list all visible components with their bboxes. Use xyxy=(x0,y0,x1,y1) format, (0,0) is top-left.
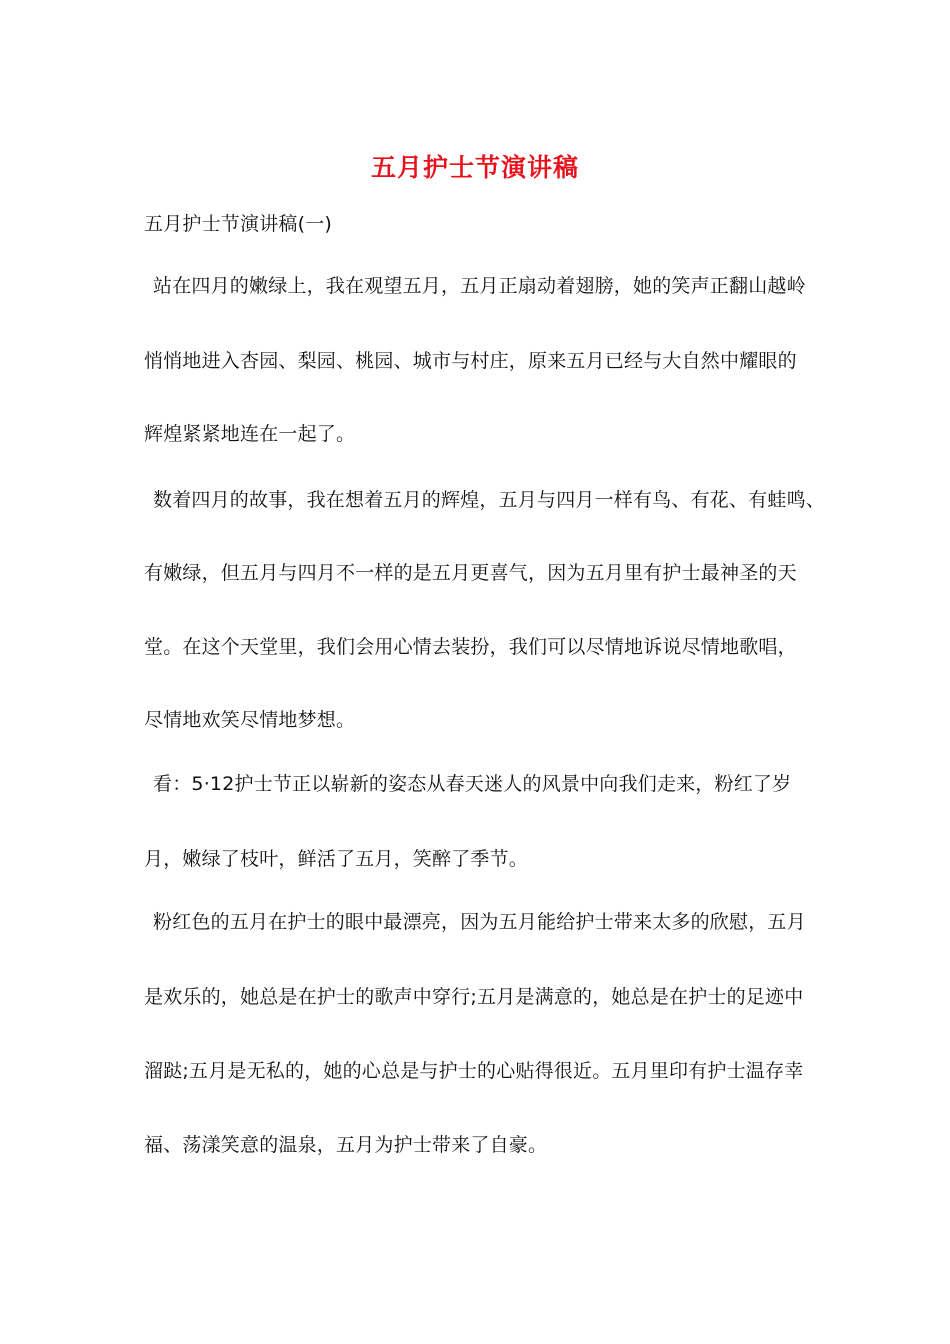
document-title: 五月护士节演讲稿 xyxy=(370,153,579,182)
paragraph-4-line-2: 是欢乐的，她总是在护士的歌声中穿行;五月是满意的，她总是在护士的足迹中 xyxy=(144,986,804,1008)
paragraph-3-line-2: 月，嫩绿了枝叶，鲜活了五月，笑醉了季节。 xyxy=(144,848,529,870)
paragraph-4-line-4: 福、荡漾笑意的温泉，五月为护士带来了自豪。 xyxy=(144,1134,548,1156)
paragraph-2-line-3: 堂。在这个天堂里，我们会用心情去装扮，我们可以尽情地诉说尽情地歌唱， xyxy=(144,636,797,658)
paragraph-2-line-1: 数着四月的故事，我在想着五月的辉煌，五月与四月一样有鸟、有花、有蛙鸣、 xyxy=(153,489,826,511)
paragraph-3-line-1: 看：5·12护士节正以崭新的姿态从春天迷人的风景中向我们走来，粉红了岁 xyxy=(153,773,792,795)
paragraph-2-line-2: 有嫩绿，但五月与四月不一样的是五月更喜气，因为五月里有护士最神圣的天 xyxy=(144,562,797,584)
paragraph-2-line-4: 尽情地欢笑尽情地梦想。 xyxy=(144,709,356,731)
paragraph-1-line-1: 站在四月的嫩绿上，我在观望五月，五月正扇动着翅膀，她的笑声正翻山越岭 xyxy=(153,275,806,297)
paragraph-1-line-3: 辉煌紧紧地连在一起了。 xyxy=(144,423,356,445)
document-subtitle: 五月护士节演讲稿(一) xyxy=(144,213,333,235)
paragraph-4-line-3: 溜跶;五月是无私的，她的心总是与护士的心贴得很近。五月里印有护士温存幸 xyxy=(144,1060,804,1082)
paragraph-4-line-1: 粉红色的五月在护士的眼中最漂亮，因为五月能给护士带来太多的欣慰，五月 xyxy=(153,911,806,933)
paragraph-1-line-2: 悄悄地进入杏园、梨园、桃园、城市与村庄，原来五月已经与大自然中耀眼的 xyxy=(144,350,797,372)
